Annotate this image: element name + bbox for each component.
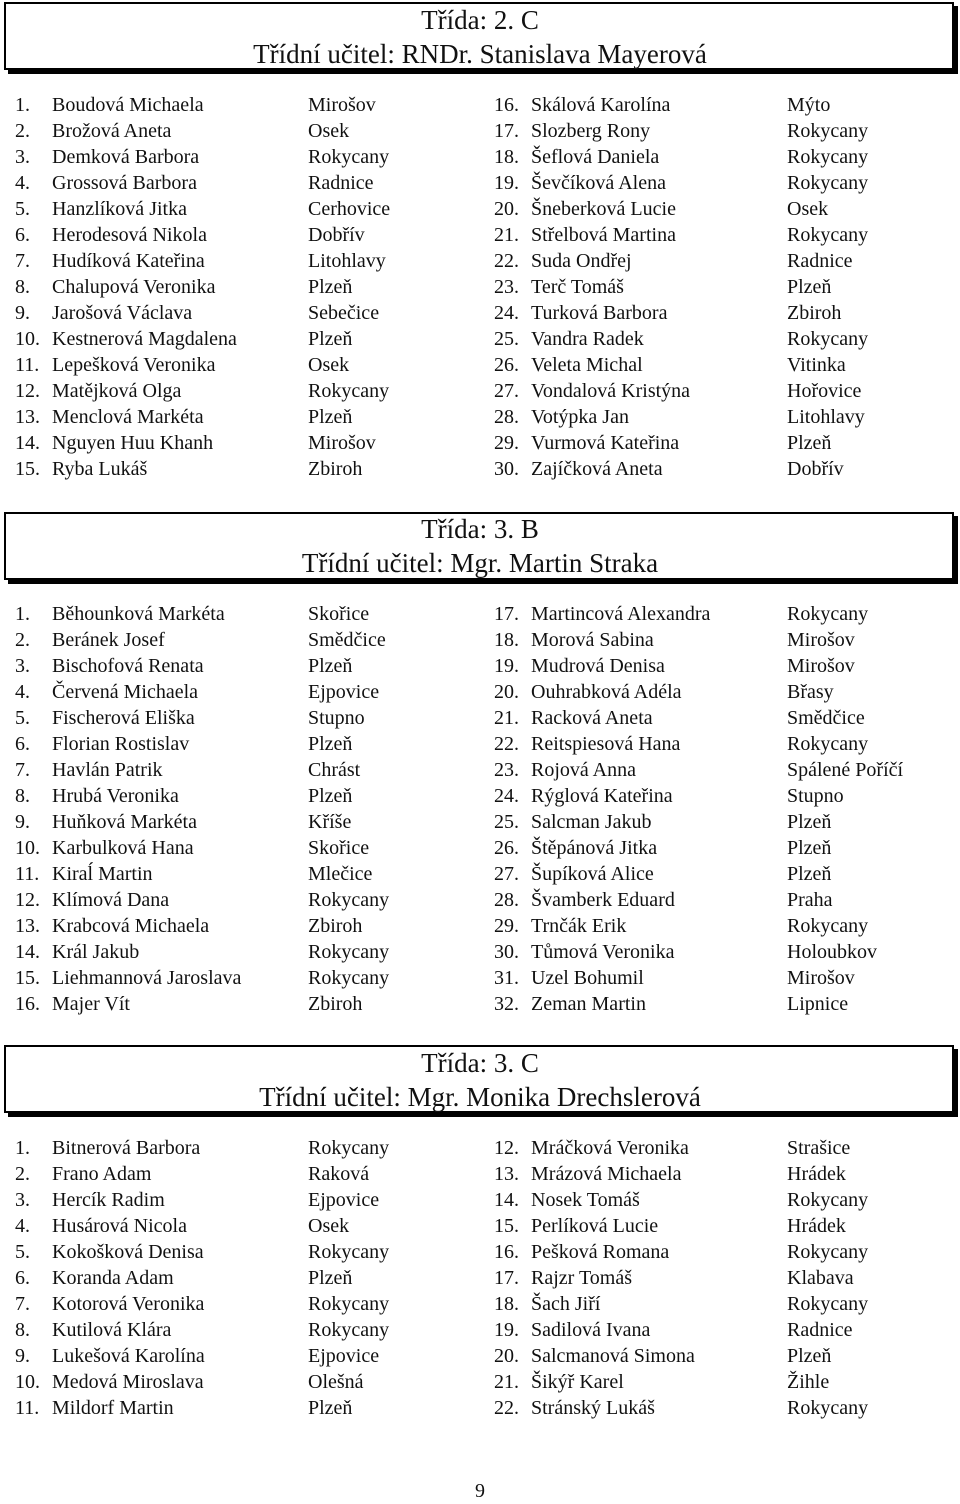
class-teacher: Třídní učitel: Mgr. Martin Straka	[301, 548, 659, 578]
student-name: Kokošková Denisa	[52, 1241, 204, 1263]
student-town: Plzeň	[308, 276, 353, 298]
student-town: Plzeň	[787, 811, 832, 833]
student-number: 13.	[494, 1163, 519, 1185]
student-town: Stupno	[787, 785, 844, 807]
student-name: Terč Tomáš	[531, 276, 624, 298]
student-number: 24.	[494, 302, 519, 324]
student-town: Spálené Poříčí	[787, 759, 904, 781]
student-town: Plzeň	[308, 328, 353, 350]
student-name: Pešková Romana	[531, 1241, 670, 1263]
student-name: Šeflová Daniela	[531, 146, 660, 168]
student-town: Rokycany	[308, 1241, 390, 1263]
student-name: Husárová Nicola	[52, 1215, 187, 1237]
student-name: Ouhrabková Adéla	[531, 681, 682, 703]
student-number: 17.	[494, 120, 519, 142]
student-town: Plzeň	[787, 863, 832, 885]
student-number: 22.	[494, 733, 519, 755]
student-town: Mýto	[787, 94, 831, 116]
student-number: 26.	[494, 354, 519, 376]
student-town: Plzeň	[308, 1397, 353, 1419]
student-number: 15.	[15, 967, 40, 989]
student-number: 24.	[494, 785, 519, 807]
student-town: Chrást	[308, 759, 361, 781]
student-number: 17.	[494, 1267, 519, 1289]
student-name: Ryba Lukáš	[52, 458, 148, 480]
student-town: Hořovice	[787, 380, 862, 402]
student-town: Mirošov	[308, 94, 376, 116]
student-town: Mlečice	[308, 863, 373, 885]
student-name: Vondalová Kristýna	[531, 380, 691, 402]
student-town: Radnice	[787, 250, 853, 272]
student-number: 11.	[15, 1397, 40, 1419]
student-name: Hanzlíková Jitka	[52, 198, 187, 220]
student-number: 18.	[494, 1293, 519, 1315]
student-number: 28.	[494, 406, 519, 428]
student-name: Vandra Radek	[531, 328, 644, 350]
student-name: Mráčková Veronika	[531, 1137, 689, 1159]
student-number: 8.	[15, 785, 30, 807]
student-number: 12.	[15, 380, 40, 402]
student-name: Střelbová Martina	[531, 224, 676, 246]
student-town: Vitinka	[787, 354, 846, 376]
student-name: Hudíková Kateřina	[52, 250, 205, 272]
student-town: Radnice	[787, 1319, 853, 1341]
student-name: Šneberková Lucie	[531, 198, 676, 220]
student-town: Rokycany	[787, 146, 869, 168]
student-name: Karbulková Hana	[52, 837, 194, 859]
student-town: Zbiroh	[308, 993, 363, 1015]
student-number: 6.	[15, 733, 30, 755]
student-town: Rokycany	[787, 1241, 869, 1263]
student-number: 16.	[494, 94, 519, 116]
student-town: Ejpovice	[308, 1189, 380, 1211]
student-name: Grossová Barbora	[52, 172, 197, 194]
student-name: Král Jakub	[52, 941, 140, 963]
student-town: Olešná	[308, 1371, 364, 1393]
student-number: 5.	[15, 198, 30, 220]
student-town: Zbiroh	[308, 915, 363, 937]
student-town: Stupno	[308, 707, 365, 729]
student-name: Zajíčková Aneta	[531, 458, 663, 480]
student-town: Rokycany	[308, 146, 390, 168]
student-town: Plzeň	[308, 655, 353, 677]
class-title: Třída: 3. C	[421, 1048, 539, 1078]
student-town: Žihle	[787, 1371, 830, 1393]
student-name: Rajzr Tomáš	[531, 1267, 632, 1289]
student-town: Rokycany	[787, 1397, 869, 1419]
student-number: 22.	[494, 1397, 519, 1419]
student-number: 23.	[494, 276, 519, 298]
student-name: Nosek Tomáš	[531, 1189, 640, 1211]
student-town: Rokycany	[308, 380, 390, 402]
student-town: Strašice	[787, 1137, 851, 1159]
student-name: Matějková Olga	[52, 380, 182, 402]
student-town: Rokycany	[308, 1319, 390, 1341]
student-town: Plzeň	[308, 733, 353, 755]
student-number: 19.	[494, 655, 519, 677]
student-number: 22.	[494, 250, 519, 272]
student-name: Mildorf Martin	[52, 1397, 174, 1419]
student-name: Slozberg Rony	[531, 120, 651, 142]
student-number: 31.	[494, 967, 519, 989]
student-number: 10.	[15, 328, 40, 350]
student-name: Lepešková Veronika	[52, 354, 216, 376]
student-name: Suda Ondřej	[531, 250, 632, 272]
student-town: Cerhovice	[308, 198, 391, 220]
student-name: Zeman Martin	[531, 993, 646, 1015]
student-town: Osek	[308, 354, 350, 376]
student-name: Trnčák Erik	[531, 915, 627, 937]
student-town: Plzeň	[308, 1267, 353, 1289]
student-town: Mirošov	[308, 432, 376, 454]
student-name: Liehmannová Jaroslava	[52, 967, 242, 989]
class-title: Třída: 3. B	[421, 514, 539, 544]
student-name: Stránský Lukáš	[531, 1397, 655, 1419]
student-town: Ejpovice	[308, 681, 380, 703]
student-town: Rokycany	[787, 328, 869, 350]
student-town: Rokycany	[787, 603, 869, 625]
student-town: Plzeň	[787, 837, 832, 859]
student-name: Rýglová Kateřina	[531, 785, 673, 807]
student-town: Rokycany	[787, 120, 869, 142]
student-name: Salcman Jakub	[531, 811, 652, 833]
student-name: Herodesová Nikola	[52, 224, 207, 246]
student-name: Šupíková Alice	[531, 863, 654, 885]
student-number: 3.	[15, 146, 30, 168]
student-number: 30.	[494, 941, 519, 963]
student-name: Morová Sabina	[531, 629, 654, 651]
student-town: Hrádek	[787, 1215, 846, 1237]
student-town: Plzeň	[308, 785, 353, 807]
student-name: Klímová Dana	[52, 889, 170, 911]
student-number: 11.	[15, 354, 40, 376]
student-name: Mudrová Denisa	[531, 655, 665, 677]
student-number: 15.	[494, 1215, 519, 1237]
student-name: Frano Adam	[52, 1163, 152, 1185]
student-town: Lipnice	[787, 993, 849, 1015]
student-name: Štěpánová Jitka	[531, 837, 658, 859]
student-name: Martincová Alexandra	[531, 603, 711, 625]
student-town: Plzeň	[787, 432, 832, 454]
student-number: 27.	[494, 380, 519, 402]
student-name: Sadilová Ivana	[531, 1319, 651, 1341]
student-town: Rokycany	[787, 224, 869, 246]
student-name: Ševčíková Alena	[531, 172, 666, 194]
student-town: Sebečice	[308, 302, 380, 324]
student-name: Havlán Patrik	[52, 759, 163, 781]
student-town: Mirošov	[787, 629, 855, 651]
student-town: Hrádek	[787, 1163, 846, 1185]
student-town: Rokycany	[787, 172, 869, 194]
student-name: Votýpka Jan	[531, 406, 629, 428]
student-number: 9.	[15, 811, 30, 833]
student-number: 21.	[494, 707, 519, 729]
student-number: 15.	[15, 458, 40, 480]
student-number: 12.	[494, 1137, 519, 1159]
student-name: Racková Aneta	[531, 707, 653, 729]
student-number: 29.	[494, 915, 519, 937]
student-name: Veleta Michal	[531, 354, 643, 376]
student-town: Skořice	[308, 603, 370, 625]
student-name: Vurmová Kateřina	[531, 432, 680, 454]
student-town: Litohlavy	[787, 406, 865, 428]
class-teacher: Třídní učitel: RNDr. Stanislava Mayerová	[253, 39, 707, 69]
student-name: Chalupová Veronika	[52, 276, 216, 298]
student-number: 20.	[494, 198, 519, 220]
student-town: Mirošov	[787, 655, 855, 677]
student-town: Plzeň	[787, 276, 832, 298]
student-number: 11.	[15, 863, 40, 885]
student-town: Osek	[308, 1215, 350, 1237]
student-number: 14.	[494, 1189, 519, 1211]
student-name: Rojová Anna	[531, 759, 636, 781]
student-town: Rokycany	[787, 733, 869, 755]
student-town: Rokycany	[308, 1293, 390, 1315]
student-number: 4.	[15, 681, 30, 703]
student-number: 23.	[494, 759, 519, 781]
student-town: Kříše	[308, 811, 352, 833]
student-name: Florian Rostislav	[52, 733, 190, 755]
student-town: Rokycany	[308, 941, 390, 963]
student-number: 2.	[15, 1163, 30, 1185]
student-name: Menclová Markéta	[52, 406, 204, 428]
student-town: Praha	[787, 889, 833, 911]
student-name: Kotorová Veronika	[52, 1293, 205, 1315]
student-town: Osek	[308, 120, 350, 142]
student-number: 14.	[15, 941, 40, 963]
student-number: 25.	[494, 811, 519, 833]
student-name: Demková Barbora	[52, 146, 200, 168]
student-town: Skořice	[308, 837, 370, 859]
student-name: Šach Jiří	[531, 1293, 601, 1315]
student-number: 13.	[15, 915, 40, 937]
student-name: Huňková Markéta	[52, 811, 197, 833]
student-number: 4.	[15, 1215, 30, 1237]
student-name: Mrázová Michaela	[531, 1163, 682, 1185]
student-name: Hercík Radim	[52, 1189, 165, 1211]
student-name: Šikýř Karel	[531, 1371, 624, 1393]
student-number: 25.	[494, 328, 519, 350]
student-town: Holoubkov	[787, 941, 877, 963]
student-town: Osek	[787, 198, 829, 220]
page-number: 9	[475, 1480, 485, 1502]
class-teacher: Třídní učitel: Mgr. Monika Drechslerová	[259, 1082, 701, 1112]
student-number: 4.	[15, 172, 30, 194]
student-number: 7.	[15, 759, 30, 781]
student-name: Běhounková Markéta	[52, 603, 225, 625]
student-name: Lukešová Karolína	[52, 1345, 205, 1367]
student-name: Kutilová Klára	[52, 1319, 172, 1341]
student-town: Rokycany	[308, 889, 390, 911]
student-name: Skálová Karolína	[531, 94, 671, 116]
student-number: 17.	[494, 603, 519, 625]
student-number: 7.	[15, 250, 30, 272]
student-number: 7.	[15, 1293, 30, 1315]
student-town: Zbiroh	[787, 302, 842, 324]
student-number: 10.	[15, 837, 40, 859]
student-town: Smědčice	[308, 629, 386, 651]
student-name: Uzel Bohumil	[531, 967, 644, 989]
student-name: Kiraĺ Martin	[52, 863, 153, 885]
student-number: 2.	[15, 629, 30, 651]
student-town: Klabava	[787, 1267, 854, 1289]
student-number: 12.	[15, 889, 40, 911]
student-name: Kestnerová Magdalena	[52, 328, 237, 350]
student-number: 29.	[494, 432, 519, 454]
student-town: Rokycany	[308, 967, 390, 989]
student-town: Raková	[308, 1163, 370, 1185]
student-town: Dobřív	[787, 458, 844, 480]
student-number: 16.	[494, 1241, 519, 1263]
student-name: Krabcová Michaela	[52, 915, 210, 937]
student-town: Dobřív	[308, 224, 365, 246]
student-town: Smědčice	[787, 707, 865, 729]
student-number: 9.	[15, 1345, 30, 1367]
student-number: 1.	[15, 603, 30, 625]
student-number: 8.	[15, 276, 30, 298]
student-number: 19.	[494, 172, 519, 194]
student-number: 6.	[15, 224, 30, 246]
student-number: 30.	[494, 458, 519, 480]
student-name: Bischofová Renata	[52, 655, 204, 677]
student-number: 27.	[494, 863, 519, 885]
student-name: Koranda Adam	[52, 1267, 174, 1289]
student-town: Rokycany	[308, 1137, 390, 1159]
student-town: Plzeň	[308, 406, 353, 428]
student-name: Reitspiesová Hana	[531, 733, 681, 755]
student-name: Boudová Michaela	[52, 94, 204, 116]
student-number: 1.	[15, 1137, 30, 1159]
student-number: 9.	[15, 302, 30, 324]
student-name: Švamberk Eduard	[531, 889, 675, 911]
student-name: Majer Vít	[52, 993, 130, 1015]
student-name: Turková Barbora	[531, 302, 668, 324]
class-title: Třída: 2. C	[421, 5, 539, 35]
student-number: 26.	[494, 837, 519, 859]
student-name: Salcmanová Simona	[531, 1345, 695, 1367]
student-number: 16.	[15, 993, 40, 1015]
student-number: 14.	[15, 432, 40, 454]
student-name: Bitnerová Barbora	[52, 1137, 201, 1159]
student-number: 28.	[494, 889, 519, 911]
student-town: Radnice	[308, 172, 374, 194]
student-town: Zbiroh	[308, 458, 363, 480]
student-name: Červená Michaela	[52, 681, 199, 703]
student-number: 13.	[15, 406, 40, 428]
student-number: 5.	[15, 707, 30, 729]
student-number: 6.	[15, 1267, 30, 1289]
student-number: 3.	[15, 655, 30, 677]
student-name: Medová Miroslava	[52, 1371, 204, 1393]
student-town: Rokycany	[787, 1189, 869, 1211]
student-number: 2.	[15, 120, 30, 142]
student-town: Plzeň	[787, 1345, 832, 1367]
student-name: Fischerová Eliška	[52, 707, 195, 729]
student-number: 3.	[15, 1189, 30, 1211]
student-number: 18.	[494, 629, 519, 651]
student-number: 32.	[494, 993, 519, 1015]
student-number: 19.	[494, 1319, 519, 1341]
student-number: 5.	[15, 1241, 30, 1263]
student-town: Mirošov	[787, 967, 855, 989]
student-number: 18.	[494, 146, 519, 168]
student-name: Tůmová Veronika	[531, 941, 675, 963]
student-number: 10.	[15, 1371, 40, 1393]
student-name: Brožová Aneta	[52, 120, 172, 142]
student-number: 1.	[15, 94, 30, 116]
student-town: Břasy	[787, 681, 834, 703]
student-town: Litohlavy	[308, 250, 386, 272]
student-name: Perlíková Lucie	[531, 1215, 659, 1237]
student-town: Ejpovice	[308, 1345, 380, 1367]
student-town: Rokycany	[787, 1293, 869, 1315]
student-number: 20.	[494, 681, 519, 703]
student-number: 21.	[494, 224, 519, 246]
student-town: Rokycany	[787, 915, 869, 937]
student-name: Beránek Josef	[52, 629, 165, 651]
student-name: Nguyen Huu Khanh	[52, 432, 214, 454]
student-number: 8.	[15, 1319, 30, 1341]
student-name: Hrubá Veronika	[52, 785, 179, 807]
student-number: 20.	[494, 1345, 519, 1367]
student-number: 21.	[494, 1371, 519, 1393]
student-name: Jarošová Václava	[52, 302, 193, 324]
